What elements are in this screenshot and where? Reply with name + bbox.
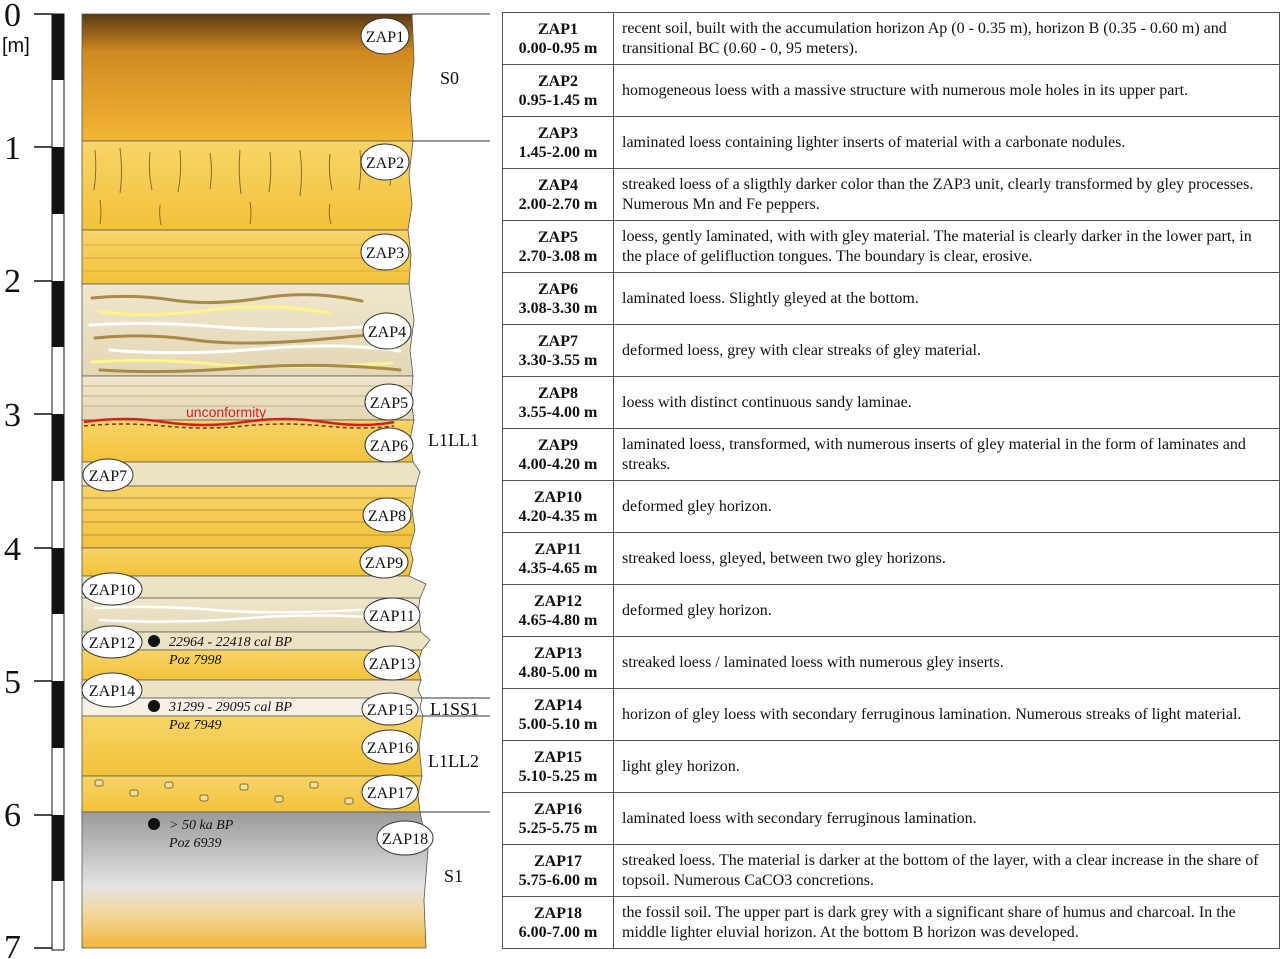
depth-tick-0: 0 (4, 0, 21, 34)
date-3-age: > 50 ka BP (169, 818, 234, 833)
unit-code: ZAP2 (538, 72, 578, 90)
oval-zap13: ZAP13 (368, 656, 416, 673)
oval-zap4: ZAP4 (367, 324, 407, 341)
unit-description: deformed gley horizon. (614, 585, 1280, 637)
table-row (503, 325, 1280, 377)
table-row (503, 221, 1280, 273)
unit-code: ZAP10 (534, 488, 582, 506)
unit-depth: 6.00-7.00 m (518, 923, 598, 941)
date-2-lab: Poz 7949 (169, 718, 222, 733)
unit-description: deformed gley horizon. (614, 481, 1280, 533)
strat-unit-s1: S1 (444, 866, 464, 886)
unit-description: streaked loess of a sligthly darker color than the ZAP3 unit, clearly transformed by gley processes. Numerous Mn and Fe peppers. (614, 169, 1280, 221)
unit-depth: 3.55-4.00 m (518, 403, 598, 421)
oval-zap2: ZAP2 (365, 155, 405, 172)
strat-unit-s0: S0 (440, 68, 460, 88)
unit-depth: 5.00-5.10 m (518, 715, 598, 733)
table-row (503, 13, 1280, 65)
date-3-lab: Poz 6939 (169, 836, 222, 851)
unit-description: loess with distinct continuous sandy laminae. (614, 377, 1280, 429)
date-1-age: 22964 - 22418 cal BP (169, 635, 292, 650)
oval-zap1: ZAP1 (365, 29, 405, 46)
unit-description-table (502, 12, 1280, 949)
unit-description: homogeneous loess with a massive structure with numerous mole holes in its upper part. (614, 65, 1280, 117)
unit-depth: 5.25-5.75 m (518, 819, 598, 837)
date-point-2 (148, 700, 160, 712)
depth-scale (34, 14, 64, 950)
unit-code: ZAP3 (538, 124, 578, 142)
unit-description: horizon of gley loess with secondary ferruginous lamination. Numerous streaks of light material. (614, 689, 1280, 741)
table-row (503, 897, 1280, 949)
oval-zap11: ZAP11 (369, 608, 415, 625)
unit-description: laminated loess, transformed, with numerous inserts of gley material in the form of laminates and streaks. (614, 429, 1280, 481)
unit-description: recent soil, built with the accumulation horizon Ap (0 - 0.35 m), horizon B (0.35 - 0.60 m) and transitional BC (0.60 - 0, 95 meters). (614, 13, 1280, 65)
table-row (503, 65, 1280, 117)
unconformity-label: unconformity (186, 404, 267, 420)
unit-code: ZAP9 (538, 436, 578, 454)
oval-zap14: ZAP14 (88, 683, 136, 700)
depth-tick-labels (4, 0, 21, 959)
oval-zap8: ZAP8 (367, 508, 407, 525)
unit-depth: 1.45-2.00 m (518, 143, 598, 161)
unit-description: the fossil soil. The upper part is dark grey with a significant share of humus and charcoal. In the middle lighter eluvial horizon. At the bottom B horizon was developed. (614, 897, 1280, 949)
depth-tick-7: 7 (4, 929, 21, 959)
unit-code: ZAP11 (534, 540, 582, 558)
table-row (503, 533, 1280, 585)
date-point-3 (148, 818, 160, 830)
unit-code: ZAP8 (538, 384, 578, 402)
oval-zap3: ZAP3 (365, 245, 405, 262)
table-row (503, 637, 1280, 689)
oval-zap10: ZAP10 (88, 582, 136, 599)
unit-depth: 2.00-2.70 m (518, 195, 598, 213)
date-point-1 (148, 635, 160, 647)
oval-zap5: ZAP5 (369, 395, 409, 412)
unit-code: ZAP5 (538, 228, 578, 246)
oval-zap6: ZAP6 (369, 438, 409, 455)
unit-depth: 3.08-3.30 m (518, 299, 598, 317)
unit-description: streaked loess. The material is darker at the bottom of the layer, with a clear increase in the share of topsoil. Numerous CaCO3 concretions. (614, 845, 1280, 897)
unit-code: ZAP7 (538, 332, 578, 350)
unit-code: ZAP17 (534, 852, 582, 870)
unit-description: laminated loess with secondary ferruginous lamination. (614, 793, 1280, 845)
unit-code: ZAP14 (534, 696, 582, 714)
unit-description: streaked loess / laminated loess with numerous gley inserts. (614, 637, 1280, 689)
unit-depth: 5.75-6.00 m (518, 871, 598, 889)
depth-tick-3: 3 (4, 397, 21, 434)
unit-code: ZAP12 (534, 592, 582, 610)
oval-zap17: ZAP17 (366, 785, 414, 802)
unit-depth: 0.95-1.45 m (518, 91, 598, 109)
unit-code: ZAP4 (538, 176, 578, 194)
unit-code: ZAP13 (534, 644, 582, 662)
date-2-age: 31299 - 29095 cal BP (169, 700, 292, 715)
table-row (503, 793, 1280, 845)
table-row (503, 377, 1280, 429)
table-row (503, 273, 1280, 325)
strat-unit-l1ss1: L1SS1 (430, 699, 480, 719)
table-row (503, 169, 1280, 221)
table-row (503, 845, 1280, 897)
depth-tick-2: 2 (4, 263, 21, 300)
unit-code: ZAP15 (534, 748, 582, 766)
table-row (503, 481, 1280, 533)
unit-depth: 2.70-3.08 m (518, 247, 598, 265)
unit-description: loess, gently laminated, with with gley material. The material is clearly darker in the lower part, in the place of gelifluction tongues. The boundary is clear, erosive. (614, 221, 1280, 273)
depth-unit-label: [m] (2, 35, 30, 57)
unit-description: laminated loess containing lighter inserts of material with a carbonate nodules. (614, 117, 1280, 169)
oval-zap12: ZAP12 (88, 635, 136, 652)
strat-unit-l1ll1: L1LL1 (428, 430, 479, 450)
unit-depth: 4.80-5.00 m (518, 663, 598, 681)
unit-depth: 3.30-3.55 m (518, 351, 598, 369)
unit-code: ZAP16 (534, 800, 582, 818)
oval-zap7: ZAP7 (88, 468, 128, 485)
oval-zap18: ZAP18 (381, 831, 429, 848)
sediment-profile (0, 0, 500, 959)
unit-depth: 5.10-5.25 m (518, 767, 598, 785)
unit-depth: 4.35-4.65 m (518, 559, 598, 577)
date-1-lab: Poz 7998 (169, 653, 222, 668)
table-row (503, 117, 1280, 169)
layer-zap18 (82, 812, 428, 948)
unit-code: ZAP18 (534, 904, 582, 922)
depth-tick-6: 6 (4, 797, 21, 834)
unit-description: streaked loess, gleyed, between two gley horizons. (614, 533, 1280, 585)
unit-description: light gley horizon. (614, 741, 1280, 793)
unit-code: ZAP1 (538, 20, 578, 38)
table-row (503, 741, 1280, 793)
strat-unit-l1ll2: L1LL2 (428, 751, 479, 771)
unit-code: ZAP6 (538, 280, 578, 298)
oval-zap15: ZAP15 (366, 702, 414, 719)
oval-zap16: ZAP16 (366, 740, 414, 757)
unit-depth: 4.00-4.20 m (518, 455, 598, 473)
table-row (503, 689, 1280, 741)
unit-depth: 0.00-0.95 m (518, 39, 598, 57)
unit-depth: 4.20-4.35 m (518, 507, 598, 525)
boundary-lines (412, 14, 490, 812)
table-row (503, 429, 1280, 481)
depth-tick-5: 5 (4, 664, 21, 701)
depth-tick-1: 1 (4, 130, 21, 167)
unit-depth: 4.65-4.80 m (518, 611, 598, 629)
unit-description: deformed loess, grey with clear streaks of gley material. (614, 325, 1280, 377)
oval-zap9: ZAP9 (364, 555, 404, 572)
unit-description: laminated loess. Slightly gleyed at the bottom. (614, 273, 1280, 325)
table-row (503, 585, 1280, 637)
depth-tick-4: 4 (4, 531, 21, 568)
